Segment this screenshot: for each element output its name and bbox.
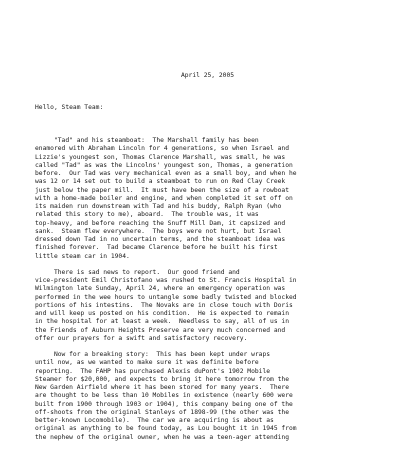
text-line: built from 1900 through 1903 or 1904), this company being one of the xyxy=(35,400,293,408)
letter-greeting: Hello, Steam Team: xyxy=(35,104,104,112)
text-line: dressed down Tad in no uncertain terms, and the steamboat idea was xyxy=(35,236,286,243)
text-line: Lizzie's youngest son, Thomas Clarence Marshall, was small, he was xyxy=(35,153,286,161)
letter-paragraphs xyxy=(35,137,380,442)
letter-paragraph xyxy=(35,137,380,261)
text-line: its maiden run downstream with Tad and his buddy, Ralph Ryan (who xyxy=(35,203,282,210)
text-line: the nephew of the original owner, when he was a teen-ager attending xyxy=(35,433,290,441)
letter-paragraph xyxy=(35,269,380,343)
text-line: with a home-made boiler and engine, and when completed it set off on xyxy=(35,194,293,202)
text-line: There is sad news to report. Our good friend and xyxy=(35,268,240,276)
text-line: Steamer for $20,000, and expects to bring it here tomorrow from the xyxy=(35,375,290,383)
text-line: portions of his intestins. The Novaks are in close touch with Doris xyxy=(35,301,293,309)
text-line: enamored with Abraham Lincoln for 4 generations, so when Israel and xyxy=(35,145,290,153)
text-line: New Garden Airfield where it has been stored for many years. There xyxy=(35,384,290,391)
text-line: in the hospital for at least a week. Needless to say, all of us in xyxy=(35,318,290,326)
text-line: just below the paper mill. It must have been the size of a rowboat xyxy=(35,186,290,194)
text-line: Wilmington late Sunday, April 24, where an emergency operation was xyxy=(35,285,286,293)
text-line: are thought to be less than 10 Mobiles in existence (nearly 600 were xyxy=(35,392,293,400)
text-line: vice-president Emil Christofano was rushed to St. Francis Hospital in xyxy=(35,277,297,284)
text-line: before. Our Tad was very mechanical even as a small boy, and when he xyxy=(35,170,297,177)
text-line: "Tad" and his steamboat: The Marshall family has been xyxy=(35,137,259,144)
text-line: Now for a breaking story: This has been kept under wraps xyxy=(35,351,271,358)
text-line: sank. Steam flew everywhere. The boys were not hurt, but Israel xyxy=(35,227,282,235)
text-line: was 12 or 14 set out to build a steamboat to run on Red Clay Creek xyxy=(35,178,286,186)
letter-paragraph xyxy=(35,351,380,442)
text-line: little steam car in 1904. xyxy=(35,252,130,260)
text-line: offer our prayers for a swift and satisfactory recovery. xyxy=(35,334,248,342)
text-line: the Friends of Auburn Heights Preserve are very much concerned and xyxy=(35,326,286,334)
text-line: original as anything to be found today, as Lou bought it in 1945 from xyxy=(35,425,297,433)
text-line: top-heavy, and before reaching the Snuff Mill Dam, it capsized and xyxy=(35,219,286,227)
text-line: off-shoots from the original Stanleys of 1898-99 (the other was the xyxy=(35,408,290,416)
text-line: finished forever. Tad became Clarence before he built his first xyxy=(35,244,278,252)
letter-body xyxy=(35,55,380,466)
text-line: performed in the wee hours to untangle some badly twisted and blocked xyxy=(35,293,297,301)
text-line: reporting. The FAHP has purchased Alexis duPont's 1902 Mobile xyxy=(35,367,271,375)
text-line: until now, as we wanted to make sure it was definite before xyxy=(35,359,259,367)
letter-date: April 25, 2005 xyxy=(180,71,235,79)
text-line: related this story to me), aboard. The trouble was, it was xyxy=(35,211,259,219)
text-line: called "Tad" as was the Lincolns' youngest son, Thomas, a generation xyxy=(35,161,293,169)
text-line: better-known Locomobile). The car we are acquiring is about as xyxy=(35,417,274,424)
text-line: and will keep us posted on his condition. He is expected to remain xyxy=(35,310,290,317)
